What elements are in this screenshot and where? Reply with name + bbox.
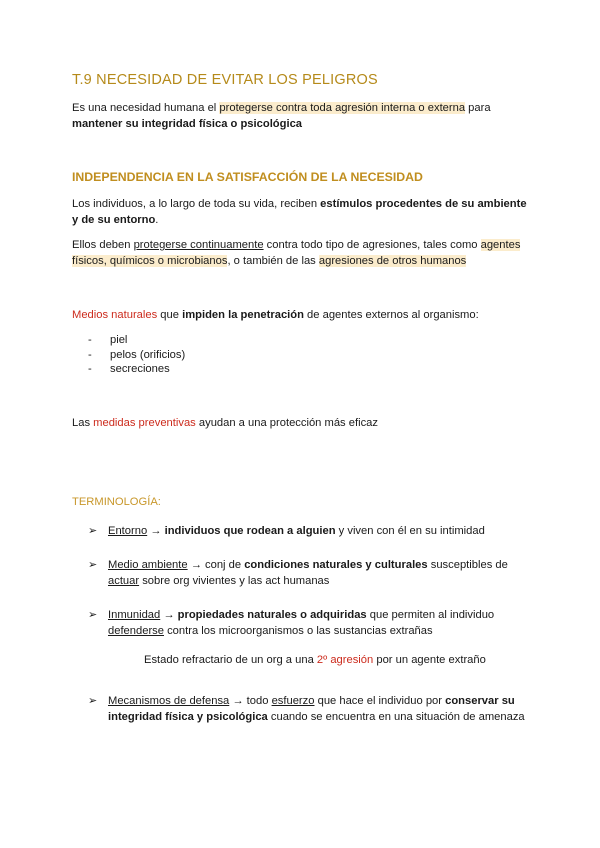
term-text-3: sobre org vivientes y las act humanas xyxy=(139,574,330,587)
term-underline: defenderse xyxy=(108,624,164,637)
term-label: Inmunidad xyxy=(108,609,161,621)
arrow-bullet-icon: ➢ xyxy=(88,695,98,707)
intro-highlight: protegerse contra toda agresión interna o externa xyxy=(219,102,466,114)
arrow-icon: → xyxy=(229,695,247,707)
intro-bold: mantener su integridad física o psicológica xyxy=(72,117,303,130)
term-inmunidad xyxy=(88,608,528,639)
arrow-bullet-icon: ➢ xyxy=(88,559,98,571)
term-bold: conservar su integridad física y psicológica xyxy=(108,695,515,723)
estado-text: Estado refractario de un org a una xyxy=(144,654,317,666)
arrow-icon: → xyxy=(147,525,165,537)
para2-text-2: contra todo tipo de agresiones, tales como xyxy=(263,239,481,251)
arrow-bullet-icon: ➢ xyxy=(88,525,98,537)
term-bold: propiedades naturales o adquiridas xyxy=(177,609,367,621)
para1-text: Los individuos, a lo largo de toda su vida, reciben xyxy=(72,198,321,210)
page-title: T.9 NECESIDAD DE EVITAR LOS PELIGROS xyxy=(72,72,378,88)
estado-refractario xyxy=(144,653,486,669)
section-heading: INDEPENDENCIA EN LA SATISFACCIÓN DE LA NECESIDAD xyxy=(72,170,423,184)
para1-bold: estímulos procedentes de su ambiente y de su entorno xyxy=(72,198,527,226)
estado-red: 2º agresión xyxy=(316,654,374,666)
list-item: - pelos (orificios) xyxy=(88,348,186,361)
terminologia-heading: TERMINOLOGÍA: xyxy=(72,496,161,508)
term-underline: esfuerzo xyxy=(271,695,315,707)
arrow-bullet-icon: ➢ xyxy=(88,609,98,621)
term-label: Mecanismos de defensa xyxy=(108,695,230,707)
medios-text-end: de agentes externos al organismo: xyxy=(303,309,479,321)
medios-bold: impiden la penetración xyxy=(182,309,304,321)
intro-text: Es una necesidad humana el xyxy=(72,102,220,114)
term-text-2: susceptibles de xyxy=(427,559,508,571)
list-item: - piel xyxy=(88,334,128,346)
list-item: - secreciones xyxy=(88,363,170,375)
para2-underline: protegerse continuamente xyxy=(133,239,264,251)
para2-highlight-1: agentes físicos, químicos o microbianos xyxy=(72,239,521,267)
term-mecanismos xyxy=(88,694,528,725)
para2-text: Ellos deben xyxy=(72,239,134,251)
medidas-text: Las xyxy=(72,417,94,429)
medidas-text-end: ayudan a una protección más eficaz xyxy=(195,417,378,429)
term-bold: individuos que rodean a alguien xyxy=(164,525,336,537)
term-entorno xyxy=(88,524,528,540)
term-medio-ambiente xyxy=(88,558,528,589)
paragraph-medios xyxy=(72,308,528,324)
intro-paragraph xyxy=(72,101,528,132)
term-text-3: cuando se encuentra en una situación de amenaza xyxy=(267,710,525,723)
term-text: que permiten al individuo xyxy=(366,609,495,621)
medidas-red: medidas preventivas xyxy=(93,417,196,429)
term-bold: condiciones naturales y culturales xyxy=(244,559,428,571)
term-underline: actuar xyxy=(108,574,140,587)
para2-text-3: , o también de las xyxy=(227,254,319,267)
list-item-text: piel xyxy=(110,334,128,346)
list-item-text: pelos (orificios) xyxy=(110,348,186,361)
paragraph-protection xyxy=(72,238,528,269)
term-text: conj de xyxy=(205,559,245,571)
medios-red: Medios naturales xyxy=(72,309,158,321)
para2-highlight-2: agresiones de otros humanos xyxy=(318,254,467,267)
estado-text-end: por un agente extraño xyxy=(373,654,486,666)
barrier-list xyxy=(88,333,185,377)
term-text-2: que hace el individuo por xyxy=(314,695,446,707)
arrow-icon: → xyxy=(160,609,178,621)
medios-text: que xyxy=(157,309,183,321)
list-item-text: secreciones xyxy=(110,363,170,375)
intro-text-end: para xyxy=(465,102,491,114)
para1-end: . xyxy=(155,213,159,226)
term-label: Medio ambiente xyxy=(108,559,188,571)
paragraph-stimuli xyxy=(72,197,528,228)
arrow-icon: → xyxy=(187,559,206,571)
term-label: Entorno xyxy=(108,525,148,537)
term-text-2: contra los microorganismos o las sustancias extrañas xyxy=(163,624,433,637)
paragraph-medidas xyxy=(72,416,528,432)
term-text: todo xyxy=(246,695,272,707)
term-text: y viven con él en su intimidad xyxy=(335,525,485,537)
